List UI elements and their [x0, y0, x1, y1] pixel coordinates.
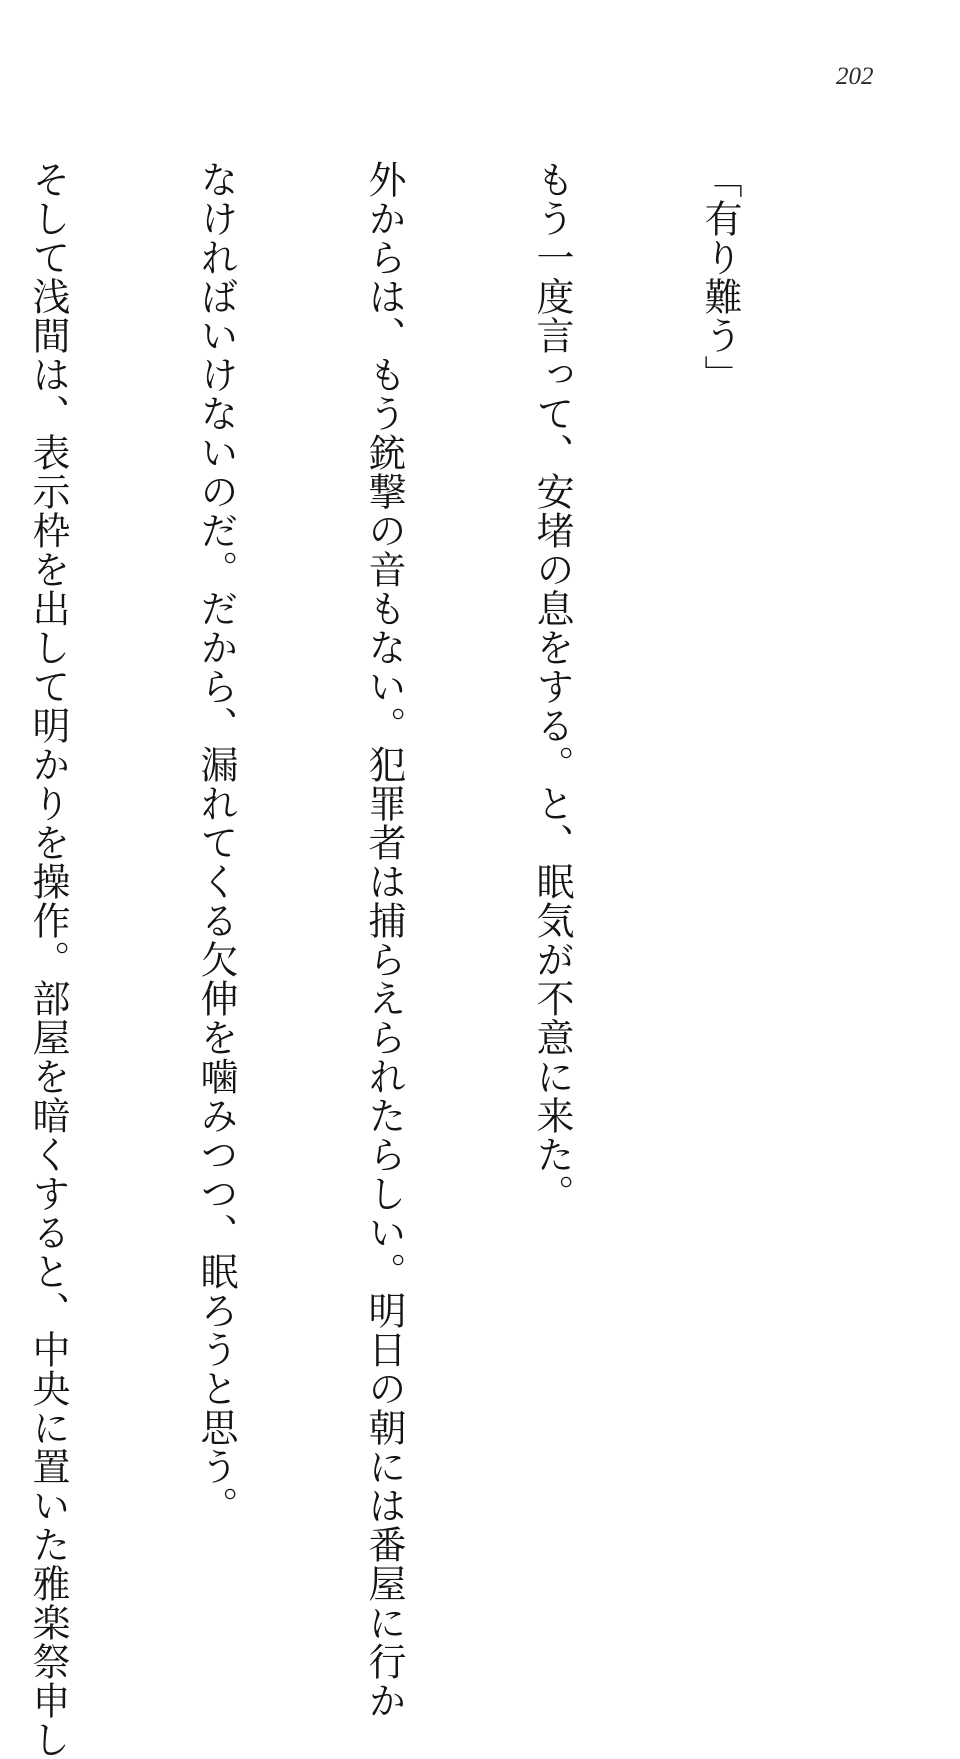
text-line-1: 「有り難う」 — [698, 160, 742, 394]
text-line-4: なければいけないのだ。だから、漏れてくる欠伸を噛みつつ、眠ろうと思う。 — [194, 160, 238, 1525]
text-line-3: 外からは、もう銃撃の音もない。犯罪者は捕らえられたらしい。明日の朝には番屋に行か — [362, 160, 406, 1720]
vertical-text-body — [26, 160, 860, 1759]
page-number: 202 — [836, 63, 874, 90]
text-line-5: そして浅間は、表示枠を出して明かりを操作。部屋を暗くすると、中央に置いた雅楽祭申し — [26, 160, 70, 1759]
text-line-2: もう一度言って、安堵の息をする。と、眠気が不意に来た。 — [530, 160, 574, 1213]
